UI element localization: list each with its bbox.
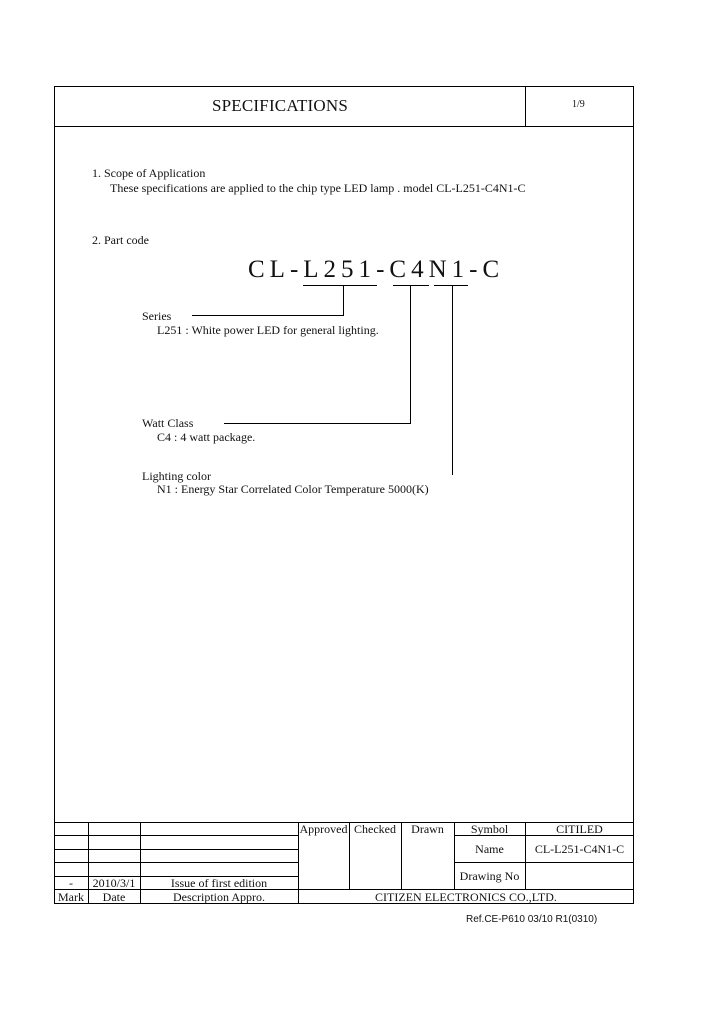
- part-code-prefix: CL-: [248, 256, 304, 283]
- approved-header: Approved: [299, 822, 348, 836]
- page-title: SPECIFICATIONS: [212, 96, 348, 115]
- color-leader-vertical: [452, 285, 453, 475]
- drawn-header: Drawn: [411, 822, 444, 836]
- revision-date: 2010/3/1: [92, 876, 136, 890]
- part-code-watt: C4: [389, 256, 429, 283]
- revision-description: Issue of first edition: [170, 876, 268, 890]
- color-underline: [434, 285, 468, 286]
- name-value: CL-L251-C4N1-C: [534, 842, 625, 856]
- part-code-dash: -: [376, 256, 390, 283]
- color-label: Lighting color: [142, 469, 211, 483]
- table-line-1: [54, 835, 298, 836]
- color-description: N1 : Energy Star Correlated Color Temperature 5000(K): [157, 482, 429, 496]
- series-underline: [303, 285, 377, 286]
- series-leader-vertical: [343, 285, 344, 315]
- table-line-name: [454, 862, 634, 863]
- scope-text: These specifications are applied to the chip type LED lamp . model CL-L251-C4N1-C: [110, 181, 526, 195]
- part-code: [248, 256, 504, 284]
- series-label: Series: [142, 309, 172, 323]
- series-leader-horizontal: [192, 315, 344, 316]
- name-label: Name: [475, 842, 504, 856]
- part-code-color: N1: [428, 256, 470, 283]
- table-line-3: [54, 862, 298, 863]
- header-page-divider: [525, 86, 526, 126]
- part-code-series: L251: [303, 256, 377, 283]
- watt-underline: [393, 285, 429, 286]
- watt-leader-horizontal: [224, 423, 411, 424]
- reference-code: Ref.CE-P610 03/10 R1(0310): [466, 914, 598, 925]
- scope-heading: 1. Scope of Application: [92, 166, 206, 180]
- drawing-no-label: Drawing No: [459, 869, 520, 883]
- symbol-value: CITILED: [556, 822, 603, 836]
- series-description: L251 : White power LED for general lighting.: [157, 323, 379, 337]
- page-number: 1/9: [572, 99, 585, 110]
- header-divider: [54, 126, 634, 127]
- part-code-suffix: -C: [469, 256, 505, 283]
- description-label: Description Appro.: [173, 890, 265, 904]
- mark-label: Mark: [58, 890, 84, 904]
- watt-description: C4 : 4 watt package.: [157, 430, 256, 444]
- table-line-2: [54, 849, 298, 850]
- date-label: Date: [102, 890, 126, 904]
- revision-mark: -: [69, 876, 73, 890]
- part-code-heading: 2. Part code: [92, 233, 149, 247]
- watt-leader-vertical: [410, 285, 411, 423]
- company-name: CITIZEN ELECTRONICS CO.,LTD.: [375, 890, 557, 904]
- symbol-label: Symbol: [470, 822, 509, 836]
- watt-label: Watt Class: [142, 416, 194, 430]
- checked-header: Checked: [354, 822, 396, 836]
